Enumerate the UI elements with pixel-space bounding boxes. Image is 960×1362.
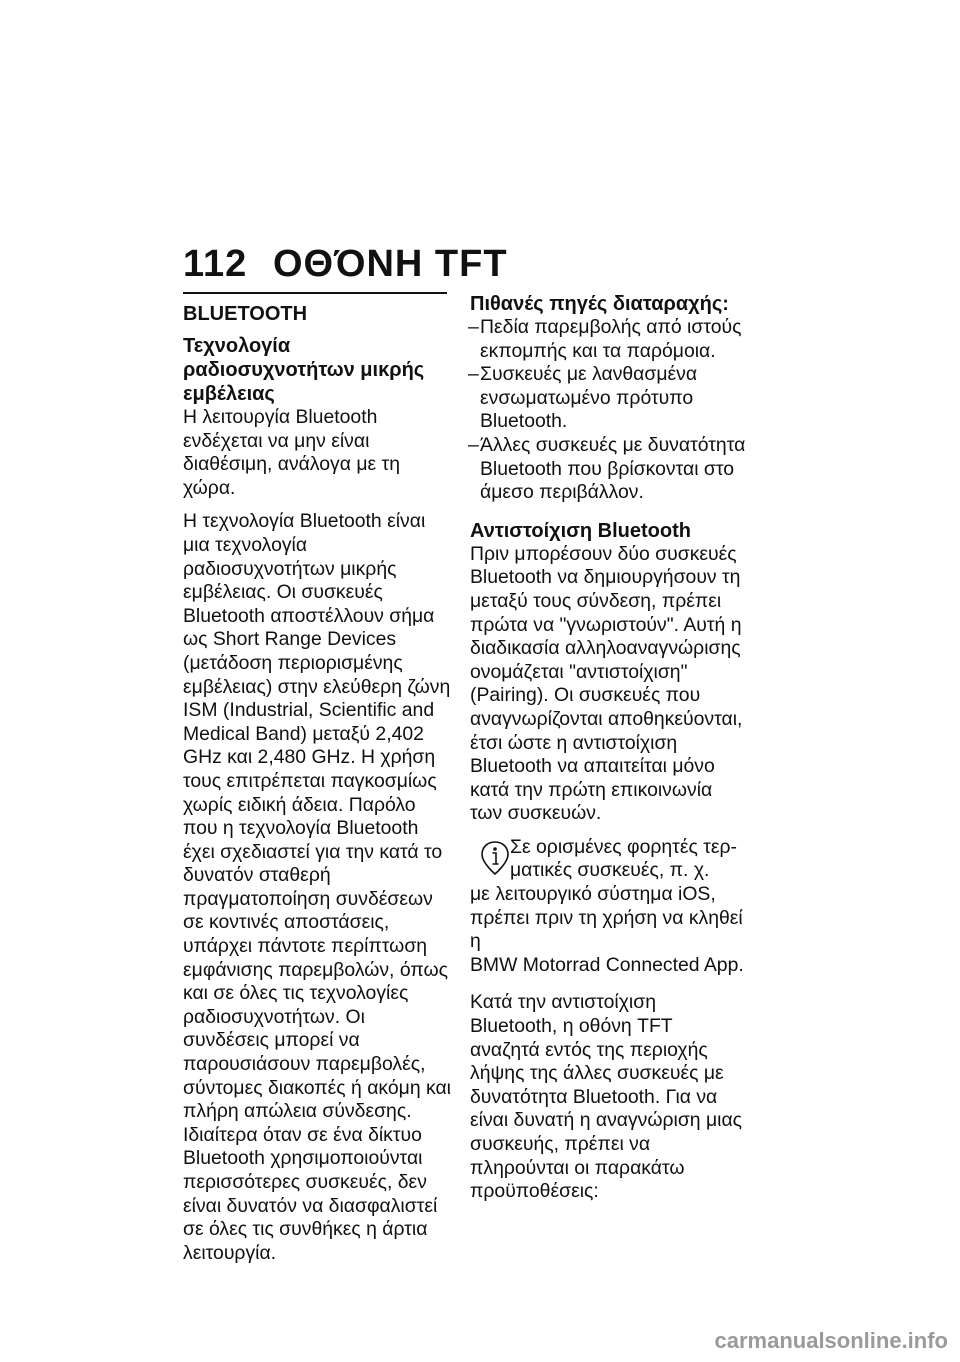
page-header	[183, 243, 508, 286]
note-line: με λειτουργικό σύστημα iOS,	[470, 883, 716, 906]
page-number: 112	[183, 243, 248, 285]
closing-paragraph: Κατά την αντιστοίχιση Bluetooth, η οθόνη TFT αναζητά εντός της περιοχής λήψης της άλλες συσκευές με δυνατότητα Bluetooth. Για να είναι δυνατή η αναγνώριση μιας συσκευής, πρέπει να πληρούνται οι παρακάτω προϋποθέσεις:	[470, 991, 743, 1203]
section-rule	[183, 292, 447, 294]
list-item: – Πεδία παρεμβολής από ιστούς εκπομπής και τα παρόμοια.	[470, 316, 746, 363]
note-line: BMW Motorrad Connected App.	[470, 953, 744, 976]
note-line: ματικές συσκευές, π. χ.	[510, 859, 710, 882]
watermark: carmanualsonline.info	[714, 1328, 948, 1353]
note-line: Σε ορισμένες φορητές τερ-	[510, 835, 737, 858]
pairing-paragraph: Πριν μπορέσουν δύο συσκευές Bluetooth να δημιουργήσουν τη μεταξύ τους σύνδεση, πρέπει πρώτα να "γνωριστούν". Αυτή η διαδικασία αλληλοαναγνώρισης ονομάζεται "αντιστοίχιση" (Pairing). Οι συσκευές που αναγνωρίζονται αποθηκεύονται, έτσι ώστε η αντιστοίχιση Bluetooth να απαιτείται μόνο κατά την πρώτη επικοινωνία των συσκευών.	[470, 542, 743, 825]
section-title: BLUETOOTH	[183, 303, 308, 325]
technology-paragraph: Η τεχνολογία Bluetooth είναι μια τεχνολογία ραδιοσυχνοτήτων μικρής εμβέλειας. Οι συσκευές Bluetooth αποστέλλουν σήμα ως Short Range Devices (μετάδοση περιορισμένης εμβέλειας) στην ελεύθερη ζώνη ISM (Industrial, Scientific and Medical Band) μεταξύ 2,402 GHz και 2,480 GHz. Η χρήση τους επιτρέπεται παγκοσμίως χωρίς ειδική άδεια. Παρόλο που η τεχνολογία Bluetooth έχει σχεδιαστεί για την κατά το δυνατόν σταθερή πραγματοποίηση συνδέσεων σε κοντινές αποστάσεις, υπάρχει πάντοτε περίπτωση εμφάνισης παρεμβολών, όπως και σε όλες τις τεχνολογίες ραδιοσυχνοτήτων. Οι συνδέσεις μπορεί να παρουσιάσουν παρεμβολές, σύντομες διακοπές ή ακόμη και πλήρη απώλεια σύνδεσης. Ιδιαίτερα όταν σε ένα δίκτυο Bluetooth χρησιμοποιούνται περισσότερες συσκευές, δεν είναι δυνατόν να διασφαλιστεί σε όλες τις συνθήκες η άρτια λειτουργία.	[183, 510, 451, 1264]
note-line: πρέπει πριν τη χρήση να κληθεί η	[470, 906, 743, 953]
left-column	[183, 292, 451, 1265]
list-item: – Άλλες συσκευές με δυνατότητα Bluetooth που βρίσκονται στο άμεσο περιβάλλον.	[470, 434, 746, 505]
subsection-title: Τεχνολογία ραδιοσυχνοτήτων μικρής εμβέλειας	[183, 335, 425, 405]
interference-list	[470, 316, 746, 505]
list-item: – Συσκευές με λανθασμένα ενσωματωμένο πρότυπο Bluetooth.	[470, 363, 746, 434]
availability-paragraph: Η λειτουργία Bluetooth ενδέχεται να μην είναι διαθέσιμη, ανάλογα με τη χώρα.	[183, 406, 400, 499]
interference-title: Πιθανές πηγές διαταραχής:	[470, 293, 729, 315]
info-icon	[480, 840, 510, 876]
info-note	[470, 836, 746, 978]
chapter-title: ΟΘΌΝΗ TFT	[273, 243, 508, 285]
pairing-title: Αντιστοίχιση Bluetooth	[470, 519, 691, 542]
right-column	[470, 292, 746, 1204]
